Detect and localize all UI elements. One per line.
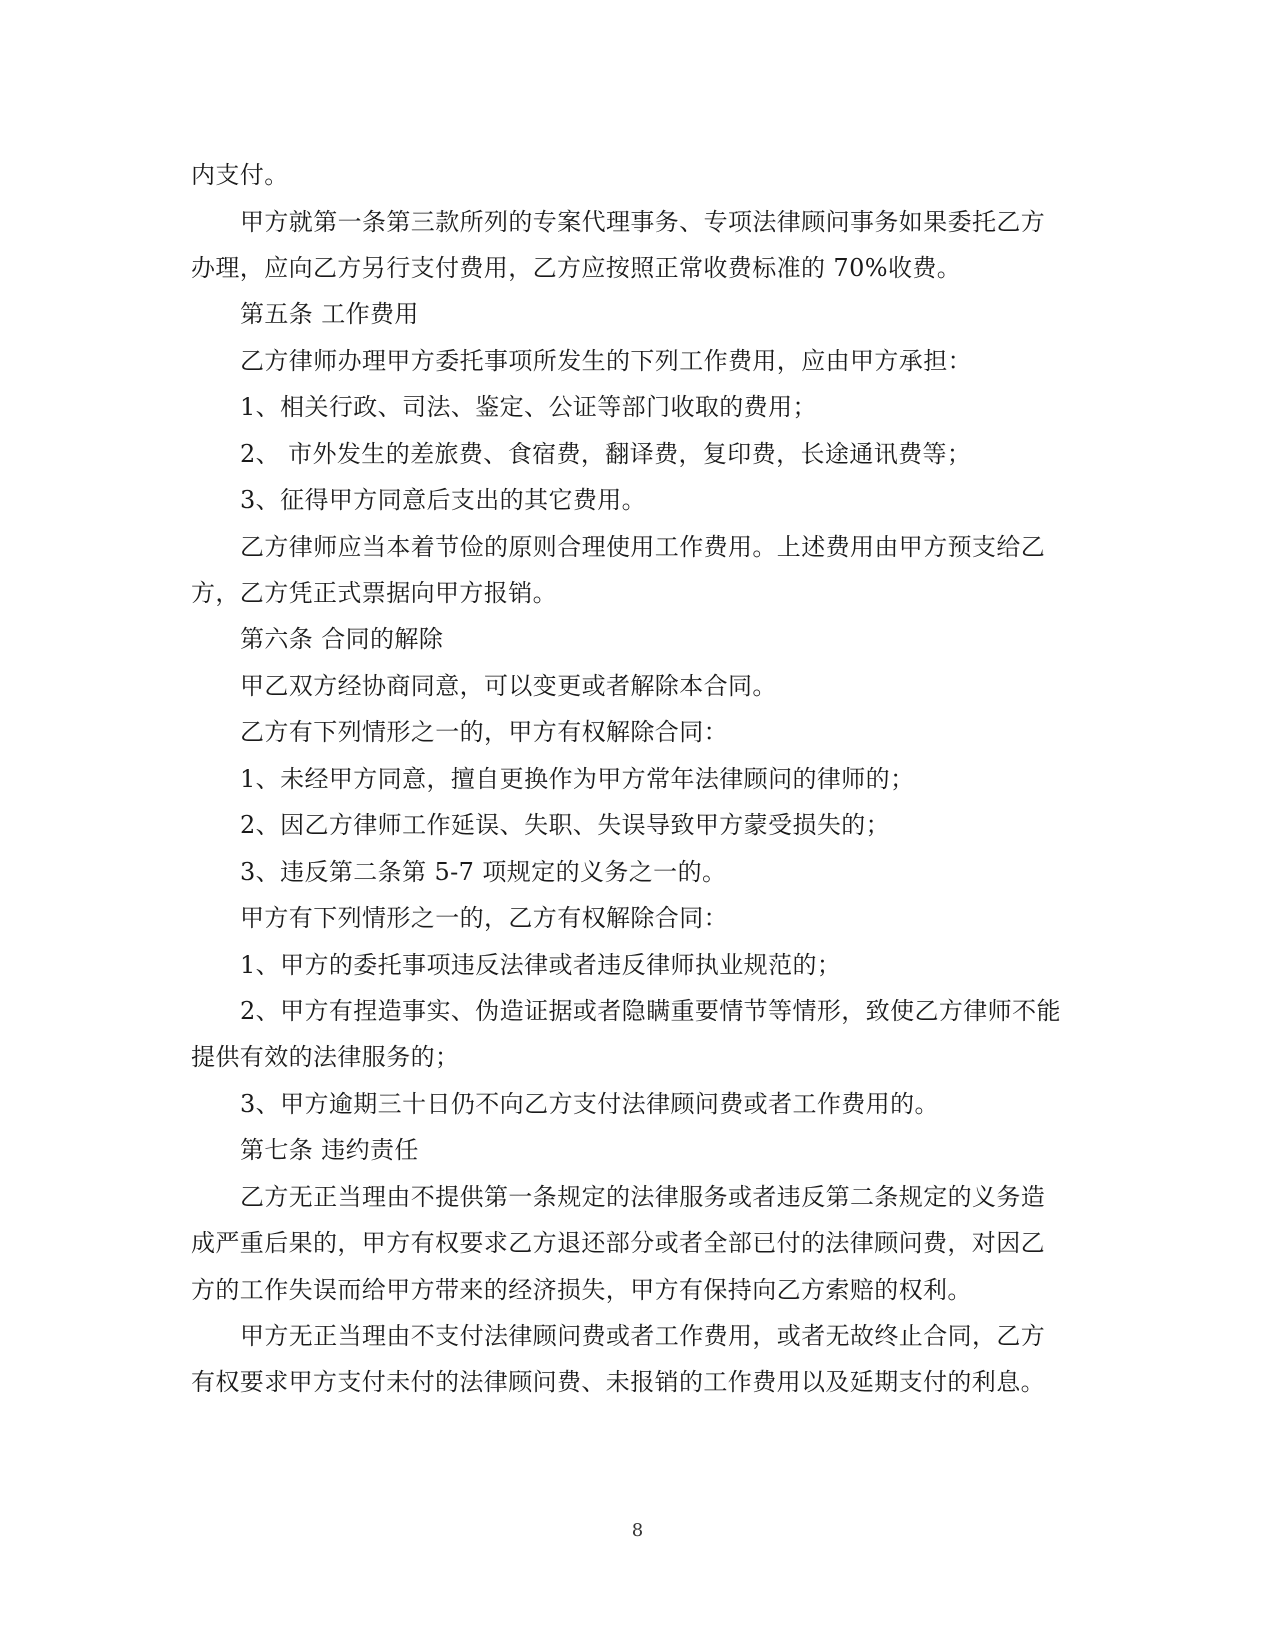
text-line: 甲方无正当理由不支付法律顾问费或者工作费用，或者无故终止合同，乙方 [240, 1322, 1046, 1350]
text-line: 有权要求甲方支付未付的法律顾问费、未报销的工作费用以及延期支付的利息。 [191, 1368, 1045, 1396]
text-line: 提供有效的法律服务的； [191, 1043, 460, 1071]
text-line: 方的工作失误而给甲方带来的经济损失，甲方有保持向乙方索赔的权利。 [191, 1276, 972, 1304]
text-line: 乙方无正当理由不提供第一条规定的法律服务或者违反第二条规定的义务造 [240, 1183, 1046, 1211]
text-line: 方，乙方凭正式票据向甲方报销。 [191, 579, 557, 607]
list-item: 2、甲方有捏造事实、伪造证据或者隐瞒重要情节等情形，致使乙方律师不能 [240, 997, 1061, 1025]
text-line: 甲方就第一条第三款所列的专案代理事务、专项法律顾问事务如果委托乙方 [240, 208, 1046, 236]
list-item: 3、甲方逾期三十日仍不向乙方支付法律顾问费或者工作费用的。 [240, 1090, 939, 1118]
text-line: 办理，应向乙方另行支付费用，乙方应按照正常收费标准的 70%收费。 [191, 254, 962, 282]
section-heading: 第七条 违约责任 [240, 1136, 419, 1164]
text-line: 乙方律师办理甲方委托事项所发生的下列工作费用，应由甲方承担： [240, 347, 972, 375]
list-item: 3、征得甲方同意后支出的其它费用。 [240, 486, 647, 514]
list-item: 3、违反第二条第 5-7 项规定的义务之一的。 [240, 858, 727, 886]
text-line: 乙方律师应当本着节俭的原则合理使用工作费用。上述费用由甲方预支给乙 [240, 533, 1046, 561]
text-line: 内支付。 [191, 161, 289, 189]
page-number: 8 [631, 1520, 644, 1541]
list-item: 1、未经甲方同意，擅自更换作为甲方常年法律顾问的律师的； [240, 765, 915, 793]
section-heading: 第六条 合同的解除 [240, 625, 444, 653]
list-item: 2、因乙方律师工作延误、失职、失误导致甲方蒙受损失的； [240, 811, 891, 839]
list-item: 1、甲方的委托事项违反法律或者违反律师执业规范的； [240, 951, 842, 979]
section-heading: 第五条 工作费用 [240, 300, 419, 328]
text-line: 甲乙双方经协商同意，可以变更或者解除本合同。 [240, 672, 777, 700]
text-line: 乙方有下列情形之一的，甲方有权解除合同： [240, 718, 728, 746]
list-item: 2、 市外发生的差旅费、食宿费，翻译费，复印费，长途通讯费等； [240, 440, 972, 468]
text-line: 甲方有下列情形之一的，乙方有权解除合同： [240, 904, 728, 932]
text-line: 成严重后果的，甲方有权要求乙方退还部分或者全部已付的法律顾问费，对因乙 [191, 1229, 1045, 1257]
list-item: 1、相关行政、司法、鉴定、公证等部门收取的费用； [240, 393, 817, 421]
